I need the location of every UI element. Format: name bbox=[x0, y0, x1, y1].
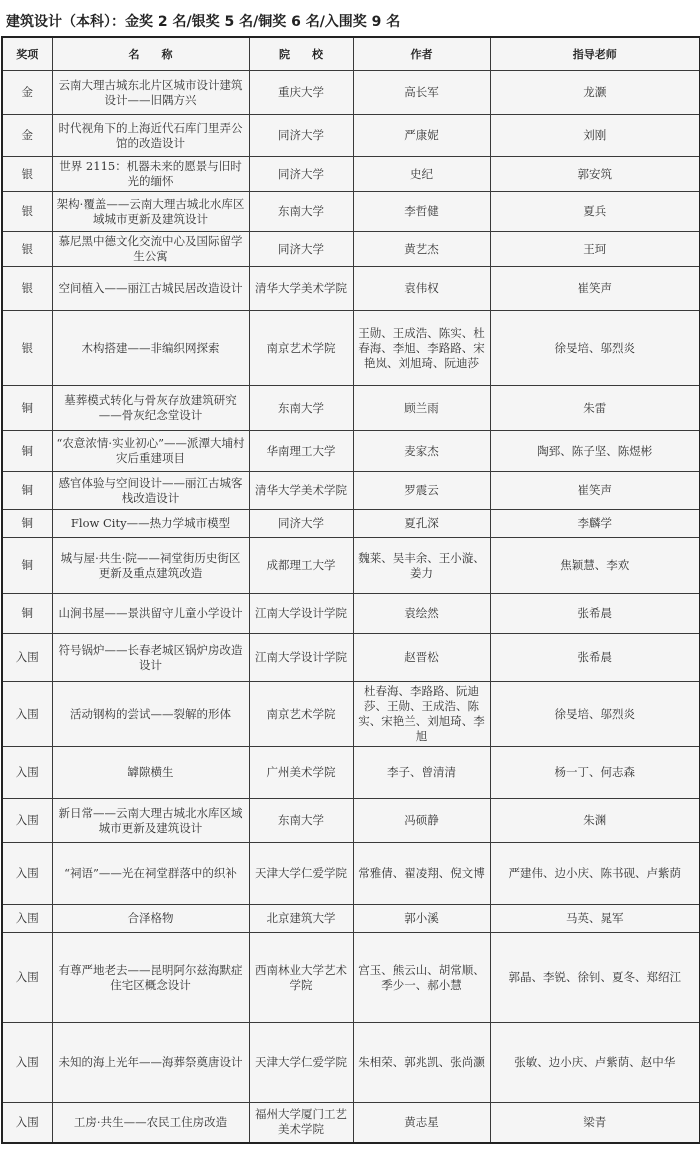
cell-authors: 史纪 bbox=[353, 157, 490, 192]
cell-name: 架构·覆盖——云南大理古城北水库区域城市更新及建筑设计 bbox=[52, 192, 249, 232]
cell-name: 合泽格物 bbox=[52, 905, 249, 933]
cell-award: 入围 bbox=[2, 933, 52, 1023]
cell-authors: 冯硕静 bbox=[353, 799, 490, 843]
cell-school: 同济大学 bbox=[249, 115, 353, 157]
cell-authors: 黄艺杰 bbox=[353, 232, 490, 267]
cell-name: 工房·共生——农民工住房改造 bbox=[52, 1103, 249, 1143]
cell-school: 东南大学 bbox=[249, 799, 353, 843]
cell-school: 同济大学 bbox=[249, 232, 353, 267]
cell-authors: 李子、曾清清 bbox=[353, 747, 490, 799]
table-row bbox=[2, 1023, 700, 1103]
cell-school: 南京艺术学院 bbox=[249, 682, 353, 747]
cell-authors: 麦家杰 bbox=[353, 431, 490, 472]
cell-award: 铜 bbox=[2, 538, 52, 594]
cell-name: 时代视角下的上海近代石库门里弄公馆的改造设计 bbox=[52, 115, 249, 157]
cell-name: 慕尼黑中德文化交流中心及国际留学生公寓 bbox=[52, 232, 249, 267]
table-row bbox=[2, 472, 700, 510]
cell-advisors: 马英、晁军 bbox=[490, 905, 700, 933]
cell-advisors: 徐旻培、邬烈炎 bbox=[490, 311, 700, 386]
cell-school: 清华大学美术学院 bbox=[249, 472, 353, 510]
cell-name: 符号锅炉——长春老城区锅炉房改造设计 bbox=[52, 634, 249, 682]
table-row bbox=[2, 192, 700, 232]
cell-advisors: 徐旻培、邬烈炎 bbox=[490, 682, 700, 747]
cell-advisors: 朱雷 bbox=[490, 386, 700, 431]
cell-name: “农意浓情·实业初心”——派潭大埔村灾后重建项目 bbox=[52, 431, 249, 472]
cell-school: 江南大学设计学院 bbox=[249, 634, 353, 682]
cell-school: 同济大学 bbox=[249, 157, 353, 192]
table-row bbox=[2, 232, 700, 267]
cell-advisors: 张希晨 bbox=[490, 634, 700, 682]
cell-award: 金 bbox=[2, 115, 52, 157]
header-advisors: 指导老师 bbox=[490, 37, 700, 71]
cell-authors: 夏孔深 bbox=[353, 510, 490, 538]
cell-name: “祠语”——光在祠堂群落中的织补 bbox=[52, 843, 249, 905]
cell-advisors: 郭安筑 bbox=[490, 157, 700, 192]
cell-name: 新日常——云南大理古城北水库区域城市更新及建筑设计 bbox=[52, 799, 249, 843]
cell-award: 铜 bbox=[2, 472, 52, 510]
cell-name: 城与屋·共生·院——祠堂街历史街区更新及重点建筑改造 bbox=[52, 538, 249, 594]
cell-advisors: 杨一丁、何志森 bbox=[490, 747, 700, 799]
cell-advisors: 夏兵 bbox=[490, 192, 700, 232]
header-authors: 作者 bbox=[353, 37, 490, 71]
cell-name: 云南大理古城东北片区城市设计建筑设计——旧隅方兴 bbox=[52, 71, 249, 115]
table-row bbox=[2, 634, 700, 682]
page-title: 建筑设计（本科）：金奖 2 名/银奖 5 名/铜奖 6 名/入围奖 9 名 bbox=[6, 14, 401, 30]
cell-authors: 宫玉、熊云山、胡常顺、季少一、郝小慧 bbox=[353, 933, 490, 1023]
cell-award: 铜 bbox=[2, 431, 52, 472]
cell-authors: 杜春海、李路路、阮迪莎、王勋、王成浩、陈实、宋艳兰、刘旭琦、李旭 bbox=[353, 682, 490, 747]
cell-advisors: 王珂 bbox=[490, 232, 700, 267]
cell-authors: 李哲健 bbox=[353, 192, 490, 232]
cell-name: 罅隙横生 bbox=[52, 747, 249, 799]
cell-advisors: 陶郅、陈子坚、陈煜彬 bbox=[490, 431, 700, 472]
cell-advisors: 龙灏 bbox=[490, 71, 700, 115]
table-row bbox=[2, 431, 700, 472]
table-row bbox=[2, 843, 700, 905]
table-row bbox=[2, 267, 700, 311]
table-row bbox=[2, 1103, 700, 1143]
cell-award: 铜 bbox=[2, 386, 52, 431]
table-row bbox=[2, 311, 700, 386]
cell-authors: 郭小溪 bbox=[353, 905, 490, 933]
cell-advisors: 郭晶、李锐、徐钊、夏冬、郑绍江 bbox=[490, 933, 700, 1023]
cell-award: 铜 bbox=[2, 510, 52, 538]
cell-authors: 袁绘然 bbox=[353, 594, 490, 634]
header-award: 奖项 bbox=[2, 37, 52, 71]
cell-authors: 魏莱、吴丰余、王小漩、姜力 bbox=[353, 538, 490, 594]
cell-school: 成都理工大学 bbox=[249, 538, 353, 594]
cell-advisors: 李麟学 bbox=[490, 510, 700, 538]
cell-advisors: 崔笑声 bbox=[490, 472, 700, 510]
cell-authors: 袁伟权 bbox=[353, 267, 490, 311]
table-header-row bbox=[2, 37, 700, 71]
table-row bbox=[2, 157, 700, 192]
cell-award: 入围 bbox=[2, 799, 52, 843]
cell-school: 江南大学设计学院 bbox=[249, 594, 353, 634]
cell-advisors: 焦颖慧、李欢 bbox=[490, 538, 700, 594]
cell-award: 入围 bbox=[2, 1103, 52, 1143]
cell-school: 同济大学 bbox=[249, 510, 353, 538]
cell-name: 未知的海上光年——海葬祭奠唐设计 bbox=[52, 1023, 249, 1103]
cell-advisors: 严建伟、边小庆、陈书砚、卢紫荫 bbox=[490, 843, 700, 905]
header-school: 院 校 bbox=[249, 37, 353, 71]
cell-authors: 严康妮 bbox=[353, 115, 490, 157]
cell-name: 空间植入——丽江古城民居改造设计 bbox=[52, 267, 249, 311]
cell-name: 墓葬模式转化与骨灰存放建筑研究——骨灰纪念堂设计 bbox=[52, 386, 249, 431]
cell-authors: 常雅倩、翟凌翔、倪文博 bbox=[353, 843, 490, 905]
cell-authors: 罗震云 bbox=[353, 472, 490, 510]
table-row bbox=[2, 905, 700, 933]
cell-school: 南京艺术学院 bbox=[249, 311, 353, 386]
cell-name: 木构搭建——非编织网探索 bbox=[52, 311, 249, 386]
cell-school: 北京建筑大学 bbox=[249, 905, 353, 933]
table-row bbox=[2, 115, 700, 157]
awards-table bbox=[1, 36, 700, 1144]
table-row bbox=[2, 933, 700, 1023]
cell-school: 天津大学仁爱学院 bbox=[249, 843, 353, 905]
cell-award: 金 bbox=[2, 71, 52, 115]
cell-school: 东南大学 bbox=[249, 192, 353, 232]
cell-advisors: 朱渊 bbox=[490, 799, 700, 843]
cell-school: 华南理工大学 bbox=[249, 431, 353, 472]
cell-advisors: 张敏、边小庆、卢紫荫、赵中华 bbox=[490, 1023, 700, 1103]
cell-award: 入围 bbox=[2, 905, 52, 933]
cell-authors: 赵晋松 bbox=[353, 634, 490, 682]
cell-award: 入围 bbox=[2, 1023, 52, 1103]
cell-authors: 朱相荣、郭兆凯、张尚灏 bbox=[353, 1023, 490, 1103]
table-row bbox=[2, 747, 700, 799]
cell-authors: 高长军 bbox=[353, 71, 490, 115]
cell-school: 东南大学 bbox=[249, 386, 353, 431]
cell-name: 山涧书屋——景洪留守儿童小学设计 bbox=[52, 594, 249, 634]
cell-school: 广州美术学院 bbox=[249, 747, 353, 799]
cell-advisors: 崔笑声 bbox=[490, 267, 700, 311]
table-row bbox=[2, 386, 700, 431]
table-row bbox=[2, 799, 700, 843]
table-row bbox=[2, 510, 700, 538]
cell-award: 入围 bbox=[2, 747, 52, 799]
header-name: 名 称 bbox=[52, 37, 249, 71]
cell-award: 银 bbox=[2, 192, 52, 232]
cell-award: 铜 bbox=[2, 594, 52, 634]
cell-award: 入围 bbox=[2, 682, 52, 747]
cell-school: 西南林业大学艺术学院 bbox=[249, 933, 353, 1023]
cell-award: 入围 bbox=[2, 634, 52, 682]
cell-award: 银 bbox=[2, 311, 52, 386]
cell-name: Flow City——热力学城市模型 bbox=[52, 510, 249, 538]
cell-advisors: 刘刚 bbox=[490, 115, 700, 157]
cell-award: 银 bbox=[2, 157, 52, 192]
cell-name: 有尊严地老去——昆明阿尔兹海默症住宅区概念设计 bbox=[52, 933, 249, 1023]
cell-authors: 黄志星 bbox=[353, 1103, 490, 1143]
cell-authors: 顾兰雨 bbox=[353, 386, 490, 431]
cell-school: 天津大学仁爱学院 bbox=[249, 1023, 353, 1103]
table-row bbox=[2, 71, 700, 115]
cell-school: 重庆大学 bbox=[249, 71, 353, 115]
cell-name: 感官体验与空间设计——丽江古城客栈改造设计 bbox=[52, 472, 249, 510]
cell-name: 活动钢构的尝试——裂解的形体 bbox=[52, 682, 249, 747]
cell-school: 清华大学美术学院 bbox=[249, 267, 353, 311]
cell-award: 银 bbox=[2, 232, 52, 267]
cell-award: 入围 bbox=[2, 843, 52, 905]
table-row bbox=[2, 594, 700, 634]
cell-school: 福州大学厦门工艺美术学院 bbox=[249, 1103, 353, 1143]
cell-authors: 王勋、王成浩、陈实、杜春海、李旭、李路路、宋艳岚、刘旭琦、阮迪莎 bbox=[353, 311, 490, 386]
cell-award: 银 bbox=[2, 267, 52, 311]
cell-advisors: 张希晨 bbox=[490, 594, 700, 634]
table-row bbox=[2, 682, 700, 747]
cell-name: 世界 2115：机器未来的愿景与旧时光的缅怀 bbox=[52, 157, 249, 192]
cell-advisors: 梁青 bbox=[490, 1103, 700, 1143]
table-row bbox=[2, 538, 700, 594]
